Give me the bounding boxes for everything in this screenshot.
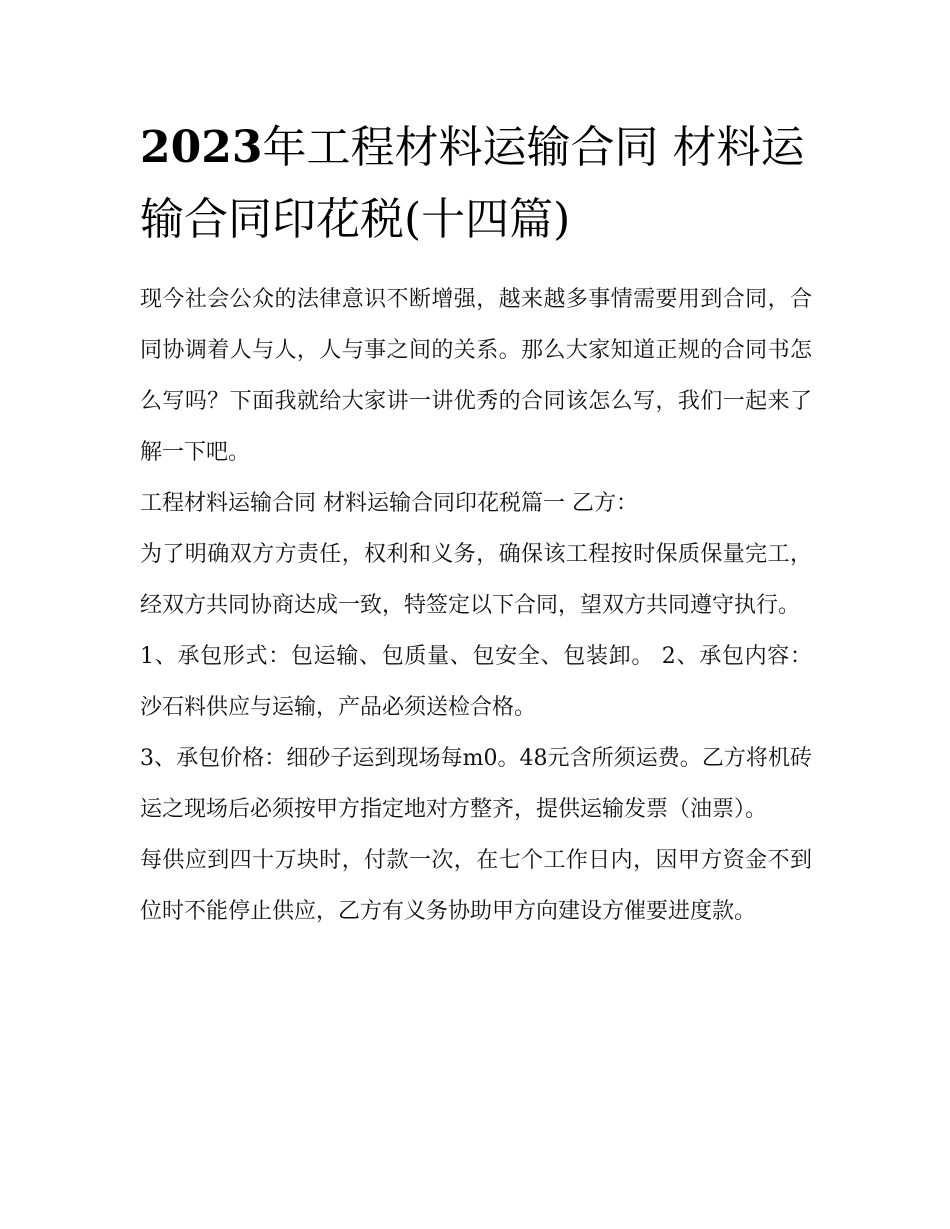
document-title — [140, 112, 812, 256]
title-year: 2023 — [140, 122, 263, 173]
paragraph-section-heading: 工程材料运输合同 材料运输合同印花税篇一 乙方： — [140, 491, 638, 516]
paragraph-payment: 每供应到四十万块时，付款一次，在七个工作日内，因甲方资金不到位时不能停止供应，乙方有义务协助甲方向建设方催要进度款。 — [140, 848, 812, 924]
title-text: 年工程材料运输合同 材料运输合同印花税(十四篇) — [140, 122, 805, 245]
document-body — [140, 112, 812, 937]
paragraph-clause-3: 3、承包价格：细砂子运到现场每m0。48元含所须运费。乙方将机砖运之现场后必须按甲方指定地对方整齐，提供运输发票（油票）。 — [140, 746, 812, 822]
paragraph-clause-1-2: 1、承包形式：包运输、包质量、包安全、包装卸。 2、承包内容：沙石料供应与运输，产品必须送检合格。 — [140, 644, 812, 720]
paragraph-intro: 现今社会公众的法律意识不断增强，越来越多事情需要用到合同，合同协调着人与人，人与事之间的关系。那么大家知道正规的合同书怎么写吗？下面我就给大家讲一讲优秀的合同该怎么写，我们一起来了解一下吧。 — [140, 287, 812, 465]
paragraph-purpose: 为了明确双方方责任，权利和义务，确保该工程按时保质保量完工，经双方共同协商达成一致，特签定以下合同，望双方共同遵守执行。 — [140, 542, 812, 618]
